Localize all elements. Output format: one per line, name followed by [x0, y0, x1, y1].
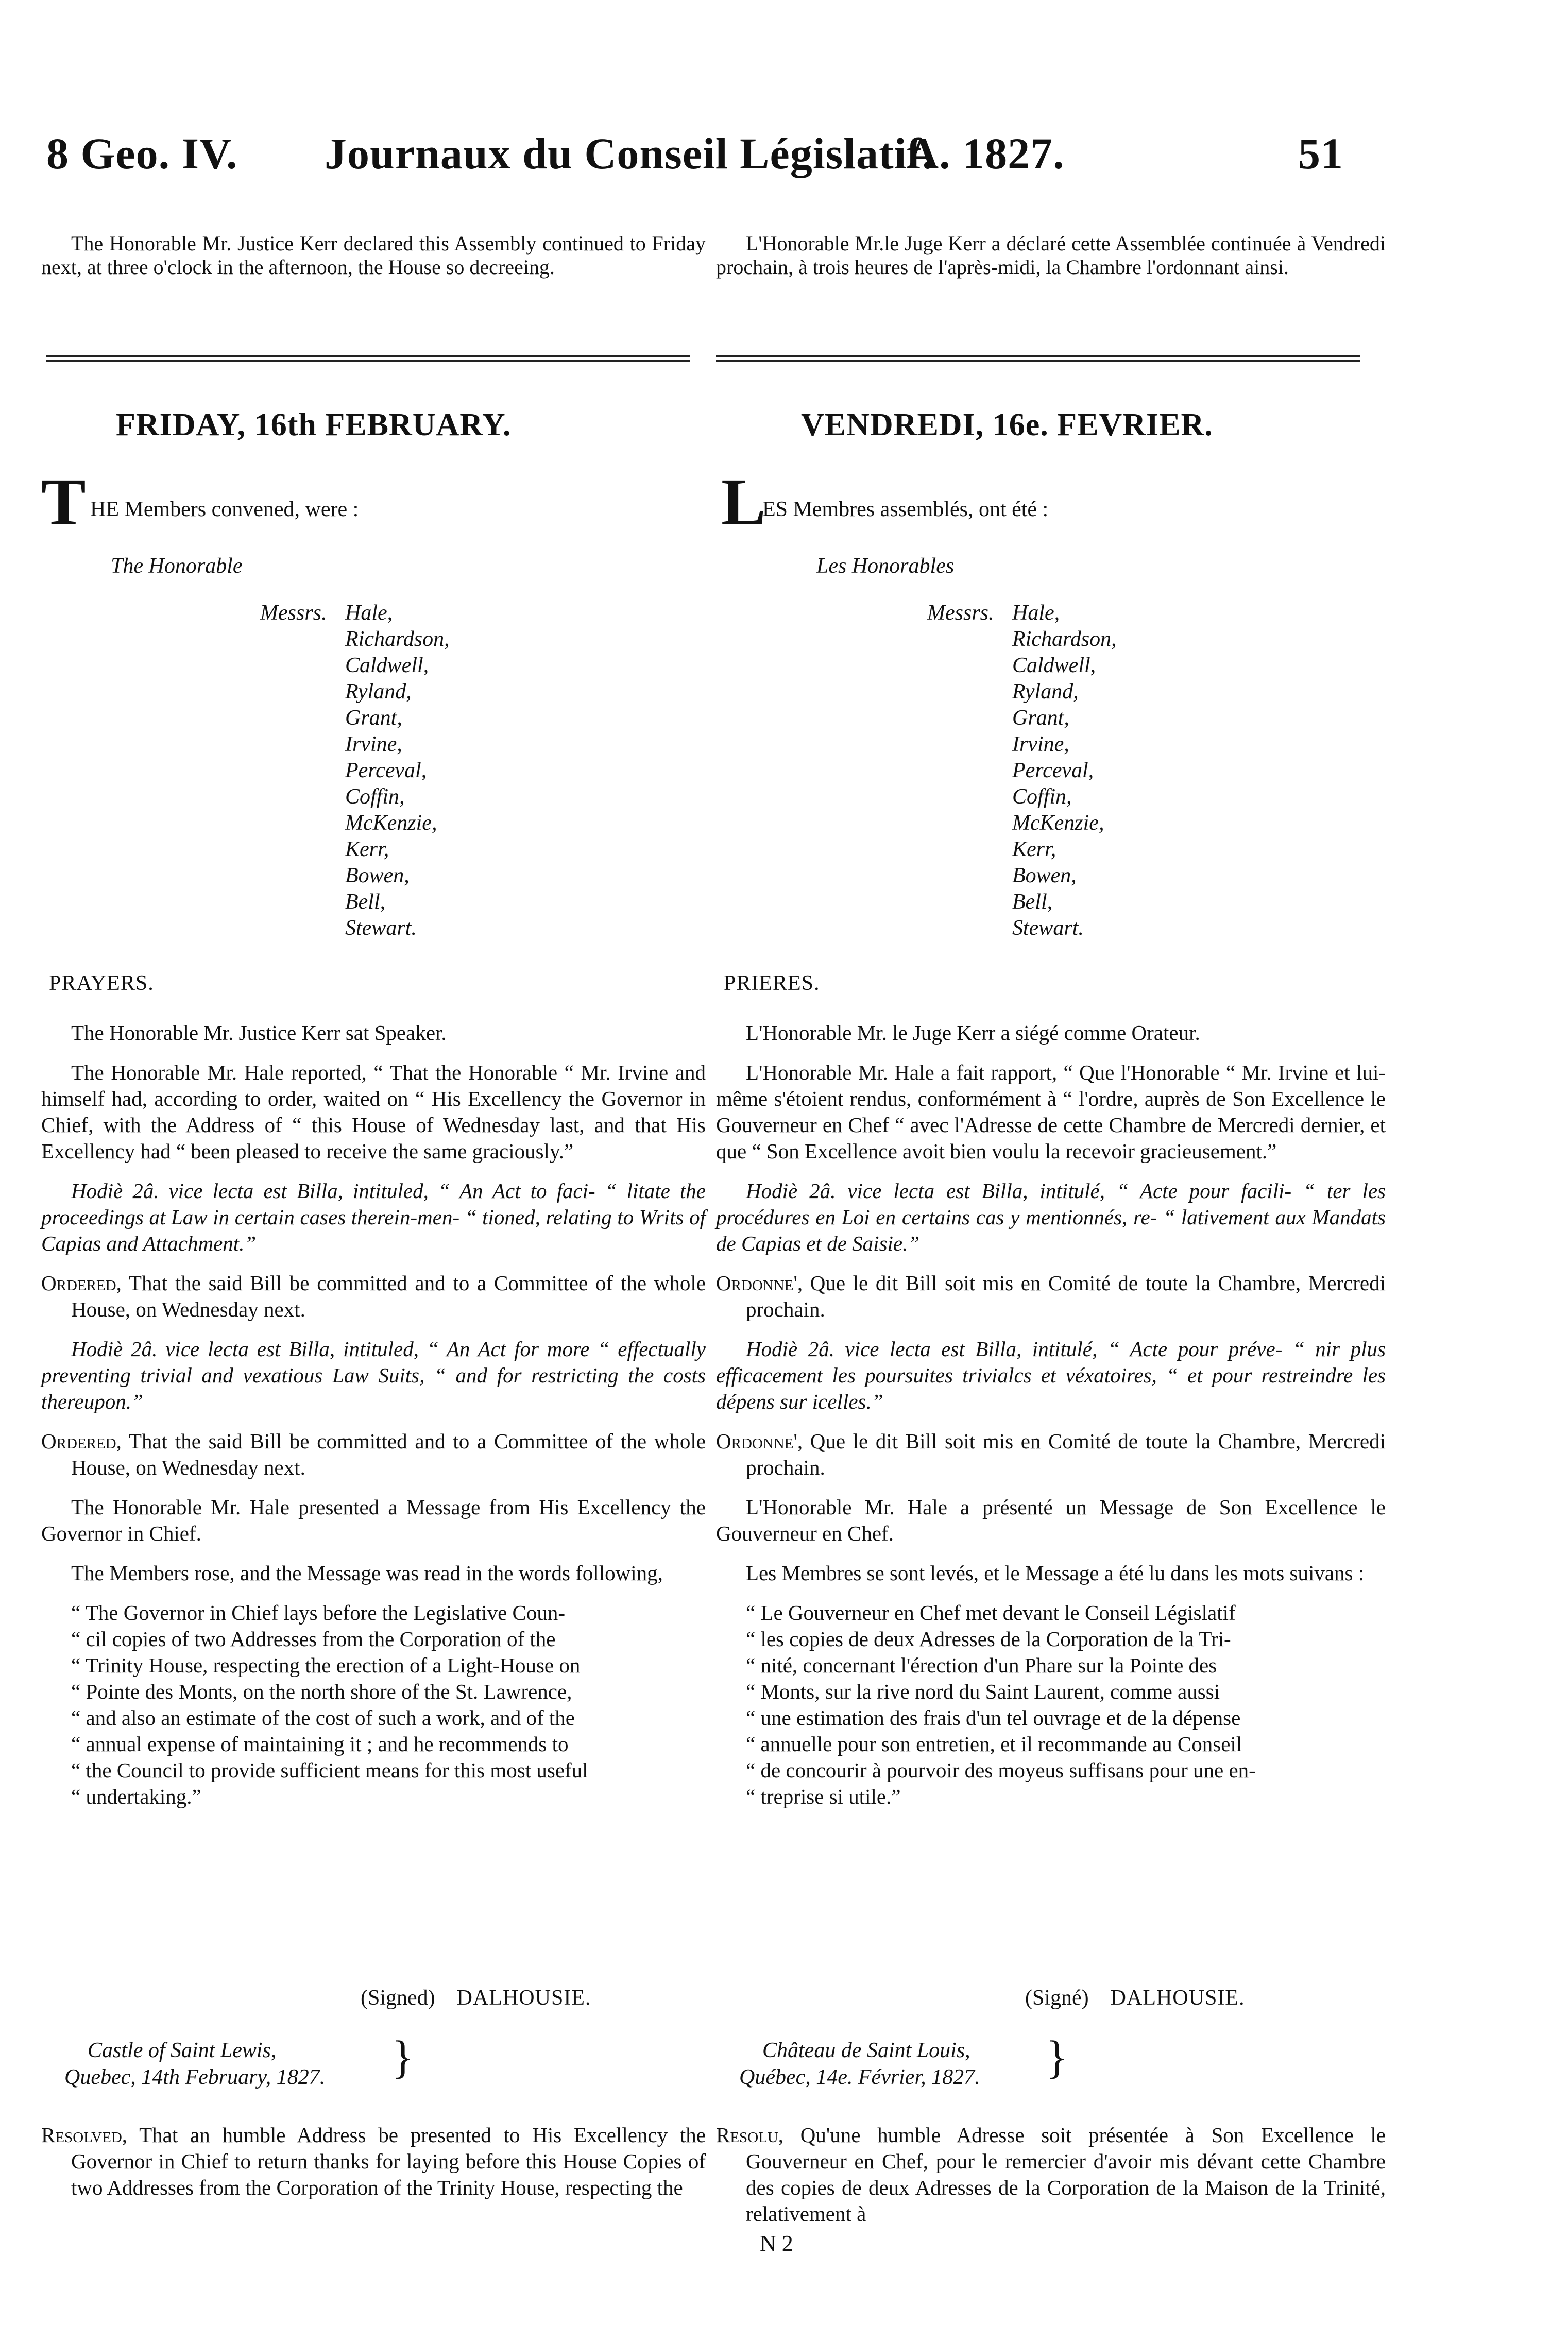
member-name: Richardson, [1012, 627, 1117, 651]
ordered-label: Ordered, [41, 1271, 122, 1295]
members-list-en [260, 600, 450, 942]
message-presented-en: The Honorable Mr. Hale presented a Message from His Excellency the Governor in Chief. [41, 1495, 706, 1545]
resolved-label-en: Resolved, [41, 2123, 128, 2147]
prev-adjournment-fr [716, 232, 1386, 279]
resolved-en [41, 2122, 706, 2201]
message-line: “ de concourir à pourvoir des moyeus suffisans pour une en- [746, 1758, 1256, 1782]
member-name: Kerr, [345, 837, 389, 861]
member-name: Grant, [1012, 706, 1069, 730]
dropcap-fr: L [721, 465, 766, 539]
resolved-en-text: That an humble Address be presented to His Excellency the Governor in Chief to return thanks for laying before this House Copies of two Addresses from the Corporation of the Trinity House, respecting the [71, 2123, 706, 2199]
member-name: Bowen, [1012, 864, 1077, 887]
member-name: Grant, [345, 706, 402, 730]
place-line-1-en: Castle of Saint Lewis, [88, 2039, 277, 2062]
place-en [64, 2037, 326, 2091]
convened-en: HE Members convened, were : [90, 498, 359, 521]
message-line: “ treprise si utile.” [746, 1785, 901, 1808]
messrs-label-en: Messrs. [260, 601, 327, 625]
message-line: “ Monts, sur la rive nord du Saint Laurent, comme aussi [746, 1680, 1220, 1703]
message-line: “ annuelle pour son entretien, et il recommande au Conseil [746, 1732, 1242, 1756]
speaker-en: The Honorable Mr. Justice Kerr sat Speaker. [71, 1021, 447, 1045]
ordered2-en [41, 1428, 706, 1481]
member-name: Ryland, [1012, 680, 1079, 704]
speaker-fr: L'Honorable Mr. le Juge Kerr a siégé comme Orateur. [746, 1021, 1200, 1045]
body-column-en [41, 1020, 706, 1810]
hale-report-fr: L'Honorable Mr. Hale a fait rapport, “ Que l'Honorable “ Mr. Irvine et lui-même s'étoient rendus, conformément à “ l'ordre, auprès de Son Excellence le Gouverneur en Chef “ avec l'Adresse de cette Chambre de Mercredi dernier, et que “ Son Excellence avoit bien voulu la recevoir gracieusement.” [716, 1061, 1386, 1163]
signer-en: DALHOUSIE. [456, 1986, 591, 2010]
prev-adjournment-fr-text: L'Honorable Mr.le Juge Kerr a déclaré cette Assemblée continuée à Vendredi prochain, à trois heures de l'après-midi, la Chambre l'ordonnant ainsi. [716, 232, 1386, 279]
message-line: “ Pointe des Monts, on the north shore of the St. Lawrence, [71, 1680, 572, 1703]
member-name: Kerr, [1012, 837, 1056, 861]
place-line-2-en: Quebec, 14th February, 1827. [64, 2065, 326, 2089]
bill1-fr: Hodiè 2â. vice lecta est Billa, intitulé, “ Acte pour facili- “ ter les procédures en Loi en certains cas y mentionnés, re- “ lativement aux Mandats de Capias et de Saisie.” [716, 1179, 1386, 1255]
ordered2-fr-text: Que le dit Bill soit mis en Comité de toute la Chambre, Mercredi prochain. [746, 1429, 1386, 1479]
divider-rule-left [46, 355, 690, 362]
honorable-en: The Honorable [111, 554, 243, 578]
ordered1-fr [716, 1270, 1386, 1323]
header-page-number: 51 [1298, 129, 1343, 178]
signature-fr [1025, 1986, 1245, 2010]
ordered-label: Ordonne', [716, 1271, 803, 1295]
honorable-fr: Les Honorables [816, 554, 955, 578]
dropcap-en: T [41, 465, 86, 539]
day-heading-en: FRIDAY, 16th FEBRUARY. [116, 407, 512, 442]
bill2-en: Hodiè 2â. vice lecta est Billa, intituled, “ An Act for more “ effectually preventing trivial and vexatious Law Suits, “ and for restricting the costs thereupon.” [41, 1337, 706, 1413]
header-journal-title: Journaux du Conseil Législatif. [325, 129, 934, 178]
place-line-2-fr: Québec, 14e. Février, 1827. [739, 2065, 980, 2089]
member-name: Stewart. [345, 916, 417, 940]
ordered1-en-text: That the said Bill be committed and to a Committee of the whole House, on Wednesday next. [71, 1271, 706, 1321]
members-list-fr [927, 600, 1117, 942]
member-name: Hale, [1012, 601, 1060, 625]
members-rose-fr: Les Membres se sont levés, et le Message a été lu dans les mots suivans : [746, 1561, 1365, 1585]
message-line: “ une estimation des frais d'un tel ouvrage et de la dépense [746, 1706, 1241, 1730]
member-name: Hale, [345, 601, 393, 625]
member-name: Caldwell, [345, 654, 429, 677]
header-session: 8 Geo. IV. [46, 129, 238, 178]
member-name: McKenzie, [1012, 811, 1104, 835]
signed-label-fr: (Signé) [1025, 1986, 1089, 2010]
ordered1-fr-text: Que le dit Bill soit mis en Comité de toute la Chambre, Mercredi prochain. [746, 1271, 1386, 1321]
signer-fr: DALHOUSIE. [1110, 1986, 1245, 2010]
ordered-label: Ordered, [41, 1429, 122, 1453]
header-year: A. 1827. [907, 129, 1065, 178]
resolved-fr-text: Qu'une humble Adresse soit présentée à Son Excellence le Gouverneur en Chef, pour le remercier d'avoir mis dévant cette Chambre des copies de deux Adresses de la Corporation de la Maison de la Trinité, relativement à [746, 2123, 1386, 2226]
member-name: Irvine, [1012, 732, 1069, 756]
ordered2-fr [716, 1428, 1386, 1481]
message-presented-fr: L'Honorable Mr. Hale a présenté un Message de Son Excellence le Gouverneur en Chef. [716, 1495, 1386, 1545]
place-fr [739, 2037, 980, 2091]
message-line: “ Trinity House, respecting the erection of a Light-House on [71, 1653, 581, 1677]
messrs-label-fr: Messrs. [927, 601, 994, 625]
signature-en [361, 1986, 591, 2010]
ordered-label: Ordonne', [716, 1429, 803, 1453]
resolved-fr [716, 2122, 1386, 2227]
bill2-fr: Hodiè 2â. vice lecta est Billa, intitulé, “ Acte pour préve- “ nir plus efficacement les poursuites trivialcs et véxatoires, “ et pour restreindre les dépens sur icelles.” [716, 1337, 1386, 1413]
brace-en-icon: } [391, 2032, 414, 2083]
member-name: Perceval, [1012, 759, 1094, 782]
members-rose-en: The Members rose, and the Message was read in the words following, [71, 1561, 663, 1585]
ordered2-en-text: That the said Bill be committed and to a Committee of the whole House, on Wednesday next. [71, 1429, 706, 1479]
prayers-heading-en: PRAYERS. [49, 971, 154, 995]
message-line: “ les copies de deux Adresses de la Corporation de la Tri- [746, 1627, 1231, 1651]
member-name: Bell, [1012, 890, 1053, 914]
member-name: Coffin, [1012, 785, 1072, 809]
ordered1-en [41, 1270, 706, 1323]
convened-fr: ES Membres assemblés, ont été : [762, 498, 1049, 521]
member-name: Perceval, [345, 759, 427, 782]
message-line: “ nité, concernant l'érection d'un Phare sur la Pointe des [746, 1653, 1217, 1677]
signed-label-en: (Signed) [361, 1986, 435, 2010]
message-line: “ Le Gouverneur en Chef met devant le Conseil Législatif [746, 1601, 1236, 1625]
member-name: Ryland, [345, 680, 412, 704]
place-line-1-fr: Château de Saint Louis, [762, 2039, 970, 2062]
member-name: Stewart. [1012, 916, 1084, 940]
hale-report-en: The Honorable Mr. Hale reported, “ That the Honorable “ Mr. Irvine and himself had, according to order, waited on “ His Excellency the Governor in Chief, with the Address of “ this House of Wednesday last, and that His Excellency had “ been pleased to receive the same graciously.” [41, 1061, 706, 1163]
resolved-label-fr: Resolu, [716, 2123, 784, 2147]
divider-rule-right [716, 355, 1360, 362]
day-heading-fr: VENDREDI, 16e. FEVRIER. [801, 407, 1213, 442]
brace-fr-icon: } [1046, 2032, 1068, 2083]
bill1-en: Hodiè 2â. vice lecta est Billa, intituled, “ An Act to faci- “ litate the proceedings at Law in certain cases therein-men- “ tioned, relating to Writs of Capias and Attachment.” [41, 1179, 706, 1255]
member-name: Bell, [345, 890, 386, 914]
message-quote-fr [716, 1600, 1386, 1810]
prev-adjournment-en-text: The Honorable Mr. Justice Kerr declared this Assembly continued to Friday next, at three o'clock in the afternoon, the House so decreeing. [41, 232, 706, 279]
message-line: “ annual expense of maintaining it ; and he recommends to [71, 1732, 569, 1756]
message-line: “ The Governor in Chief lays before the Legislative Coun- [71, 1601, 566, 1625]
member-name: Richardson, [345, 627, 450, 651]
message-line: “ and also an estimate of the cost of such a work, and of the [71, 1706, 575, 1730]
member-name: Caldwell, [1012, 654, 1096, 677]
signature-mark: N 2 [760, 2231, 793, 2256]
member-name: McKenzie, [345, 811, 437, 835]
message-line: “ undertaking.” [71, 1785, 201, 1808]
member-name: Irvine, [345, 732, 402, 756]
prayers-heading-fr: PRIERES. [724, 971, 820, 995]
member-name: Bowen, [345, 864, 410, 887]
member-name: Coffin, [345, 785, 405, 809]
message-quote-en [41, 1600, 706, 1810]
message-line: “ cil copies of two Addresses from the Corporation of the [71, 1627, 556, 1651]
body-column-fr [716, 1020, 1386, 1810]
prev-adjournment-en [41, 232, 706, 279]
message-line: “ the Council to provide sufficient means for this most useful [71, 1758, 588, 1782]
